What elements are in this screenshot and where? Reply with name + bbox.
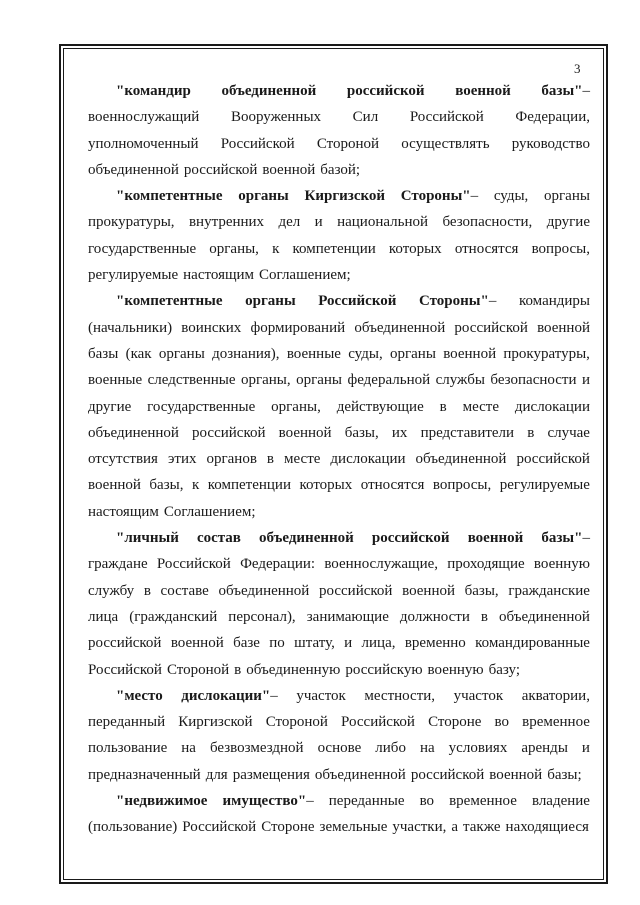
- word: базы,: [344, 424, 379, 441]
- word: Стороне: [428, 714, 482, 731]
- paragraph-line: [88, 762, 590, 788]
- word: органы: [296, 372, 343, 389]
- word: базу;: [488, 661, 521, 678]
- word: объединенной: [88, 424, 179, 441]
- word: другие: [546, 214, 590, 231]
- word: находящиеся: [505, 819, 589, 836]
- word: Стороне: [261, 819, 315, 836]
- word: дел: [278, 214, 301, 231]
- paragraph-line: [88, 472, 590, 498]
- definition-paragraph: [88, 288, 590, 525]
- defined-term-word: объединенной: [259, 530, 354, 547]
- word: прокуратуры,: [88, 214, 175, 231]
- word: федеральной: [347, 372, 431, 389]
- defined-term-word: органы: [245, 293, 296, 310]
- word: и: [581, 372, 590, 389]
- defined-term-word: российской: [346, 83, 425, 99]
- defined-term-word: "компетентные: [116, 188, 223, 205]
- word: занимающие: [306, 608, 389, 625]
- paragraph-first-line: [88, 78, 590, 104]
- word: либо: [375, 740, 406, 757]
- defined-term-word: Российской: [318, 293, 397, 310]
- word: к: [272, 240, 280, 257]
- paragraph-line: [88, 367, 590, 393]
- word: другие: [88, 398, 132, 415]
- defined-term-word: "место: [116, 687, 163, 704]
- word: проходящие: [447, 556, 525, 573]
- word: Российской: [409, 109, 484, 126]
- word: предназначенный: [88, 766, 201, 783]
- word: командиры: [518, 293, 590, 310]
- word: регулируемые: [499, 477, 590, 494]
- word: органы: [544, 188, 590, 205]
- defined-term-word: дислокации"–: [181, 687, 278, 704]
- word: военнослужащий: [88, 109, 200, 126]
- paragraph-line: [88, 499, 590, 525]
- paragraph-line: [88, 341, 590, 367]
- word: прокуратуры,: [503, 345, 590, 362]
- word: относятся: [360, 477, 425, 494]
- word: безопасности,: [442, 214, 533, 231]
- word: компетенции: [207, 477, 291, 494]
- word: базы: [88, 345, 119, 362]
- word: военной: [278, 424, 332, 441]
- word: которых: [299, 477, 353, 494]
- word: Киргизской: [178, 714, 253, 731]
- paragraph-line: [88, 657, 590, 683]
- word: российской: [183, 161, 258, 178]
- paragraph-line: [88, 131, 590, 157]
- word: временно: [404, 635, 466, 652]
- defined-term-word: Киргизской: [304, 188, 386, 205]
- word: безопасности: [490, 372, 577, 389]
- word: Соглашением;: [259, 267, 351, 284]
- word: военной: [537, 319, 590, 336]
- word: государственные: [88, 240, 197, 257]
- word: безвозмездной: [209, 740, 304, 757]
- word: военной: [88, 477, 141, 494]
- paragraph-line: [88, 735, 590, 761]
- word: (пользование): [88, 819, 178, 836]
- word: регулируемые: [88, 267, 179, 284]
- word: основе: [317, 740, 362, 757]
- paragraph-line: [88, 578, 590, 604]
- word: временное: [522, 714, 590, 731]
- word: персонал),: [228, 608, 296, 625]
- word: органы,: [209, 240, 259, 257]
- word: военной: [402, 582, 455, 599]
- paragraph-line: [88, 394, 590, 420]
- paragraph-line: [88, 262, 590, 288]
- word: в: [439, 398, 447, 415]
- word: формирований: [250, 319, 346, 336]
- word: Стороной: [166, 661, 230, 678]
- paragraph-line: [88, 315, 590, 341]
- word: дислокации: [330, 451, 406, 468]
- page-number: 3: [574, 61, 581, 76]
- word: органы: [389, 345, 436, 362]
- word: военнослужащие,: [324, 556, 439, 573]
- word: военную: [533, 556, 590, 573]
- word: службы: [435, 372, 485, 389]
- word: объединенной: [499, 608, 590, 625]
- word: размещения: [232, 766, 310, 783]
- defined-term-word: "командир: [116, 83, 191, 99]
- paragraph-line: [88, 814, 590, 840]
- word: объединенной: [314, 766, 406, 783]
- word: временное: [449, 793, 517, 810]
- word: во: [494, 714, 510, 731]
- word: объединенной: [415, 451, 507, 468]
- word: которых: [388, 240, 442, 257]
- word: военные: [286, 345, 341, 362]
- word: руководство: [511, 135, 590, 152]
- defined-term-word: военной: [455, 83, 511, 99]
- paragraph-line: [88, 104, 590, 130]
- word: Российской: [156, 556, 231, 573]
- word: лица,: [361, 635, 396, 652]
- paragraph-first-line: [88, 683, 590, 709]
- word: военной: [489, 766, 543, 783]
- word: гражданские: [508, 582, 590, 599]
- word: земельные: [319, 819, 388, 836]
- word: органы,: [240, 372, 291, 389]
- word: базы;: [547, 766, 582, 783]
- word: месте: [284, 451, 321, 468]
- word: командированные: [475, 635, 590, 652]
- word: органы,: [271, 398, 321, 415]
- word: для: [205, 766, 228, 783]
- word: дознания),: [212, 345, 280, 362]
- word: участок: [296, 687, 346, 704]
- word: Соглашением;: [163, 503, 256, 520]
- word: (как: [125, 345, 152, 362]
- word: дислокации: [514, 398, 590, 415]
- word: вопросы,: [531, 240, 590, 257]
- definition-paragraph: [88, 78, 590, 183]
- word: в: [143, 582, 151, 599]
- defined-term-word: "личный: [116, 530, 179, 547]
- paragraph-line: [88, 157, 590, 183]
- word: к: [191, 477, 200, 494]
- word: суды,: [493, 188, 529, 205]
- definition-paragraph: [88, 788, 590, 841]
- paragraph-line: [88, 630, 590, 656]
- paragraph-line: [88, 236, 590, 262]
- word: российской: [318, 582, 393, 599]
- word: объединенной: [218, 582, 310, 599]
- word: акватории,: [521, 687, 590, 704]
- word: переданный: [88, 714, 166, 731]
- word: (начальники): [88, 319, 173, 336]
- word: их: [391, 424, 408, 441]
- defined-term-word: базы"–: [541, 530, 590, 547]
- definition-paragraph: [88, 525, 590, 683]
- word: воинских: [181, 319, 242, 336]
- word: относятся: [454, 240, 519, 257]
- word: лица: [88, 608, 119, 625]
- word: действующие: [336, 398, 424, 415]
- paragraph-first-line: [88, 788, 590, 814]
- word: объединенной: [354, 319, 446, 336]
- document-body: [88, 78, 590, 841]
- word: национальной: [337, 214, 429, 231]
- word: Российской: [341, 714, 415, 731]
- defined-term-word: состав: [196, 530, 241, 547]
- definition-paragraph: [88, 183, 590, 288]
- word: российскую: [345, 661, 423, 678]
- word: военной: [262, 161, 316, 178]
- definition-paragraph: [88, 683, 590, 788]
- paragraph-line: [88, 420, 590, 446]
- word: представители: [420, 424, 515, 441]
- word: службу: [88, 582, 135, 599]
- word: участок: [453, 687, 504, 704]
- paragraph-first-line: [88, 525, 590, 551]
- word: переданные: [328, 793, 405, 810]
- word: Российской: [88, 661, 162, 678]
- word: владение: [531, 793, 590, 810]
- word: Федерации:: [240, 556, 316, 573]
- word: осуществлять: [401, 135, 490, 152]
- word: Сил: [352, 109, 379, 126]
- paragraph-first-line: [88, 288, 590, 314]
- word: штату,: [294, 635, 335, 652]
- word: органов: [206, 451, 257, 468]
- word: базой;: [320, 161, 361, 178]
- word: и: [581, 740, 590, 757]
- word: компетенции: [292, 240, 376, 257]
- word: внутренних: [188, 214, 265, 231]
- paragraph-first-line: [88, 183, 590, 209]
- word: пользование: [88, 740, 168, 757]
- word: местности,: [364, 687, 436, 704]
- word: отсутствия: [88, 451, 158, 468]
- word: базы,: [149, 477, 184, 494]
- defined-term-word: органы: [238, 188, 289, 205]
- word: Стороной: [265, 714, 328, 731]
- word: настоящим: [88, 503, 159, 520]
- paragraph-line: [88, 604, 590, 630]
- word: в: [527, 424, 535, 441]
- word: в: [266, 451, 275, 468]
- word: составе: [160, 582, 209, 599]
- word: российской: [454, 319, 528, 336]
- word: условиях: [448, 740, 508, 757]
- word: аренды: [521, 740, 568, 757]
- defined-term-word: российской: [371, 530, 450, 547]
- word: Федерации,: [515, 109, 590, 126]
- word: участки,: [392, 819, 447, 836]
- word: военные: [88, 372, 143, 389]
- word: Вооруженных: [230, 109, 322, 126]
- word: военной: [443, 345, 497, 362]
- word: граждане: [88, 556, 148, 573]
- paragraph-line: [88, 209, 590, 235]
- word: во: [419, 793, 435, 810]
- word: военную: [427, 661, 484, 678]
- word: базе: [233, 635, 260, 652]
- word: Стороной: [316, 135, 380, 152]
- defined-term-word: Стороны"–: [419, 293, 497, 310]
- word: суды,: [348, 345, 383, 362]
- word: в: [480, 608, 488, 625]
- word: российской: [410, 766, 485, 783]
- word: уполномоченный: [88, 135, 199, 152]
- word: также: [463, 819, 501, 836]
- word: и: [314, 214, 323, 231]
- word: в: [234, 661, 242, 678]
- word: российской: [192, 424, 266, 441]
- word: следственные: [147, 372, 236, 389]
- word: этих: [167, 451, 197, 468]
- word: по: [269, 635, 285, 652]
- word: вопросы,: [432, 477, 492, 494]
- word: Российской: [182, 819, 257, 836]
- word: и: [344, 635, 353, 652]
- word: базы,: [464, 582, 499, 599]
- paragraph-line: [88, 446, 590, 472]
- paragraph-line: [88, 709, 590, 735]
- word: (гражданский: [129, 608, 218, 625]
- word: объединенной: [88, 161, 179, 178]
- word: военной: [170, 635, 224, 652]
- word: а: [451, 819, 459, 836]
- word: настоящим: [183, 267, 255, 284]
- defined-term-word: объединенной: [221, 83, 317, 99]
- defined-term-word: имущество"–: [222, 793, 314, 810]
- word: на: [419, 740, 435, 757]
- word: должности: [399, 608, 470, 625]
- word: объединенную: [246, 661, 341, 678]
- word: российской: [516, 451, 590, 468]
- paragraph-line: [88, 551, 590, 577]
- word: государственные: [147, 398, 256, 415]
- defined-term-word: "недвижимое: [116, 793, 208, 810]
- defined-term-word: Стороны"–: [400, 188, 479, 205]
- word: месте: [462, 398, 499, 415]
- word: органы: [158, 345, 205, 362]
- defined-term-word: "компетентные: [116, 293, 223, 310]
- word: на: [181, 740, 196, 757]
- defined-term-word: военной: [467, 530, 524, 547]
- word: Российской: [220, 135, 295, 152]
- word: случае: [547, 424, 590, 441]
- word: российской: [88, 635, 162, 652]
- defined-term-word: базы"–: [541, 83, 590, 99]
